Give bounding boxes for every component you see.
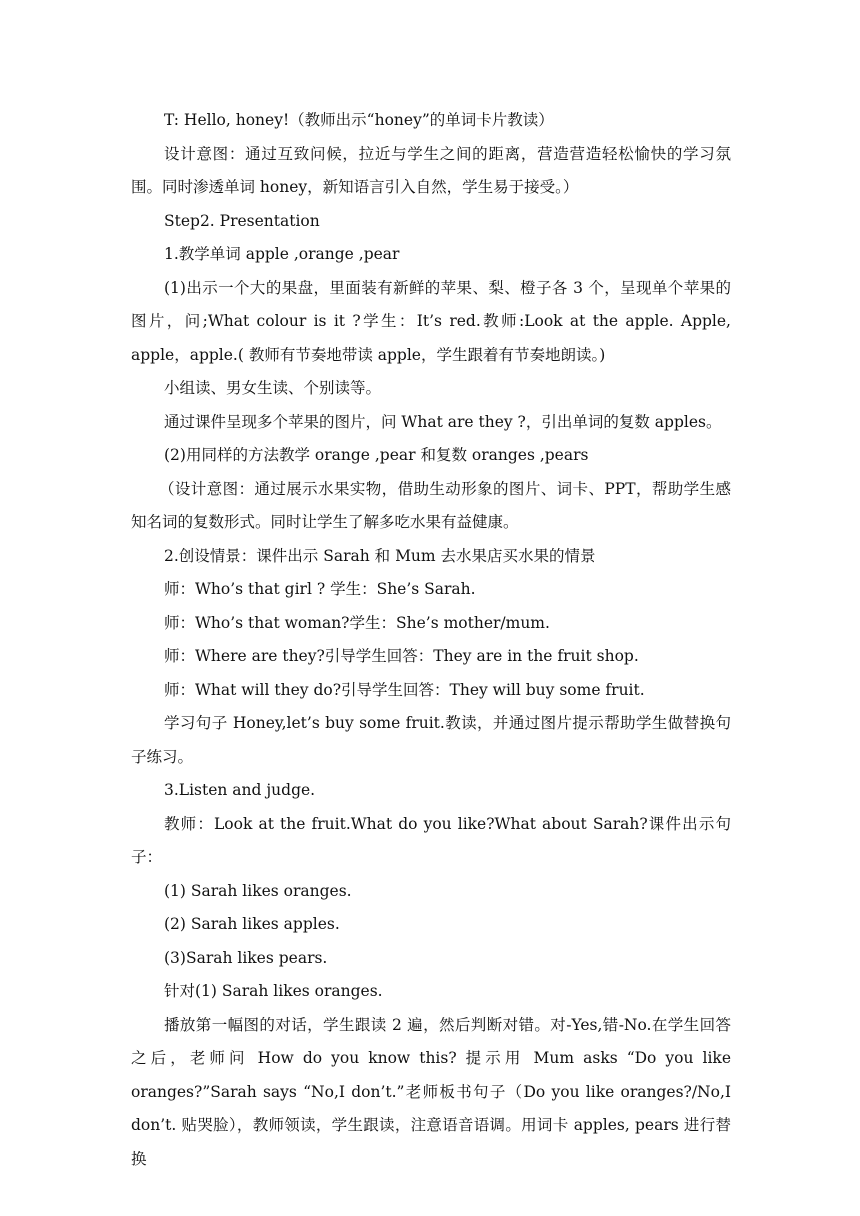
paragraph-design-intent-1: 设计意图：通过互致问候，拉近与学生之间的距离，营造营造轻松愉快的学习氛围。同时渗透单词 honey，新知语言引入自然，学生易于接受。） xyxy=(131,144,731,196)
paragraph-dialog-what: 师：What will they do?引导学生回答：They will buy some fruit. xyxy=(164,680,645,699)
paragraph-group-reading: 小组读、男女生读、个别读等。 xyxy=(164,379,382,397)
paragraph-play-dialog: 播放第一幅图的对话，学生跟读 2 遍，然后判断对错。对-Yes,错-No.在学生回答之后，老师问 How do you know this? 提示用 Mum asks “Do you like oranges?”Sarah says “No,I don’t.”老师板书句子（Do you like oranges?/No,I don’t. 贴哭脸），教师领读，学生跟读，注意语音语调。用词卡 apples, pears 进行替换 xyxy=(131,1015,731,1168)
paragraph-scene-heading: 2.创设情景：课件出示 Sarah 和 Mum 去水果店买水果的情景 xyxy=(164,546,596,565)
paragraph-teacher-question: 教师：Look at the fruit.What do you like?What about Sarah?课件出示句子： xyxy=(131,814,731,866)
paragraph-teach-words-heading: 1.教学单词 apple ,orange ,pear xyxy=(164,245,400,263)
paragraph-dialog-where: 师：Where are they?引导学生回答：They are in the fruit shop. xyxy=(164,647,639,665)
paragraph-listen-judge-heading: 3.Listen and judge. xyxy=(164,781,316,799)
paragraph-dialog-girl: 师：Who’s that girl ? 学生：She’s Sarah. xyxy=(164,580,476,598)
paragraph-dialog-woman: 师：Who’s that woman?学生：She’s mother/mum. xyxy=(164,613,550,632)
paragraph-target-1: 针对(1) Sarah likes oranges. xyxy=(164,982,383,1000)
document-body xyxy=(131,104,731,1176)
paragraph-greeting: T: Hello, honey!（教师出示“honey”的单词卡片教读） xyxy=(164,111,554,129)
paragraph-fruit-plate: (1)出示一个大的果盘，里面装有新鲜的苹果、梨、橙子各 3 个，呈现单个苹果的图片，问;What colour is it ?学生：It’s red.教师:Look at the apple. Apple, apple，apple.( 教师有节奏地带读 apple，学生跟着有节奏地朗读。) xyxy=(131,278,731,364)
paragraph-plural-apples: 通过课件呈现多个苹果的图片，问 What are they ?，引出单词的复数 apples。 xyxy=(164,412,722,431)
paragraph-sentence-3: (3)Sarah likes pears. xyxy=(164,948,328,967)
paragraph-step2-heading: Step2. Presentation xyxy=(164,211,320,230)
paragraph-learn-sentence: 学习句子 Honey,let’s buy some fruit.教读，并通过图片提示帮助学生做替换句子练习。 xyxy=(131,714,731,766)
paragraph-sentence-1: (1) Sarah likes oranges. xyxy=(164,881,352,900)
paragraph-orange-pear: (2)用同样的方法教学 orange ,pear 和复数 oranges ,pears xyxy=(164,446,589,464)
paragraph-sentence-2: (2) Sarah likes apples. xyxy=(164,915,340,933)
paragraph-design-intent-2: （设计意图：通过展示水果实物，借助生动形象的图片、词卡、PPT，帮助学生感知名词的复数形式。同时让学生了解多吃水果有益健康。 xyxy=(131,479,731,531)
